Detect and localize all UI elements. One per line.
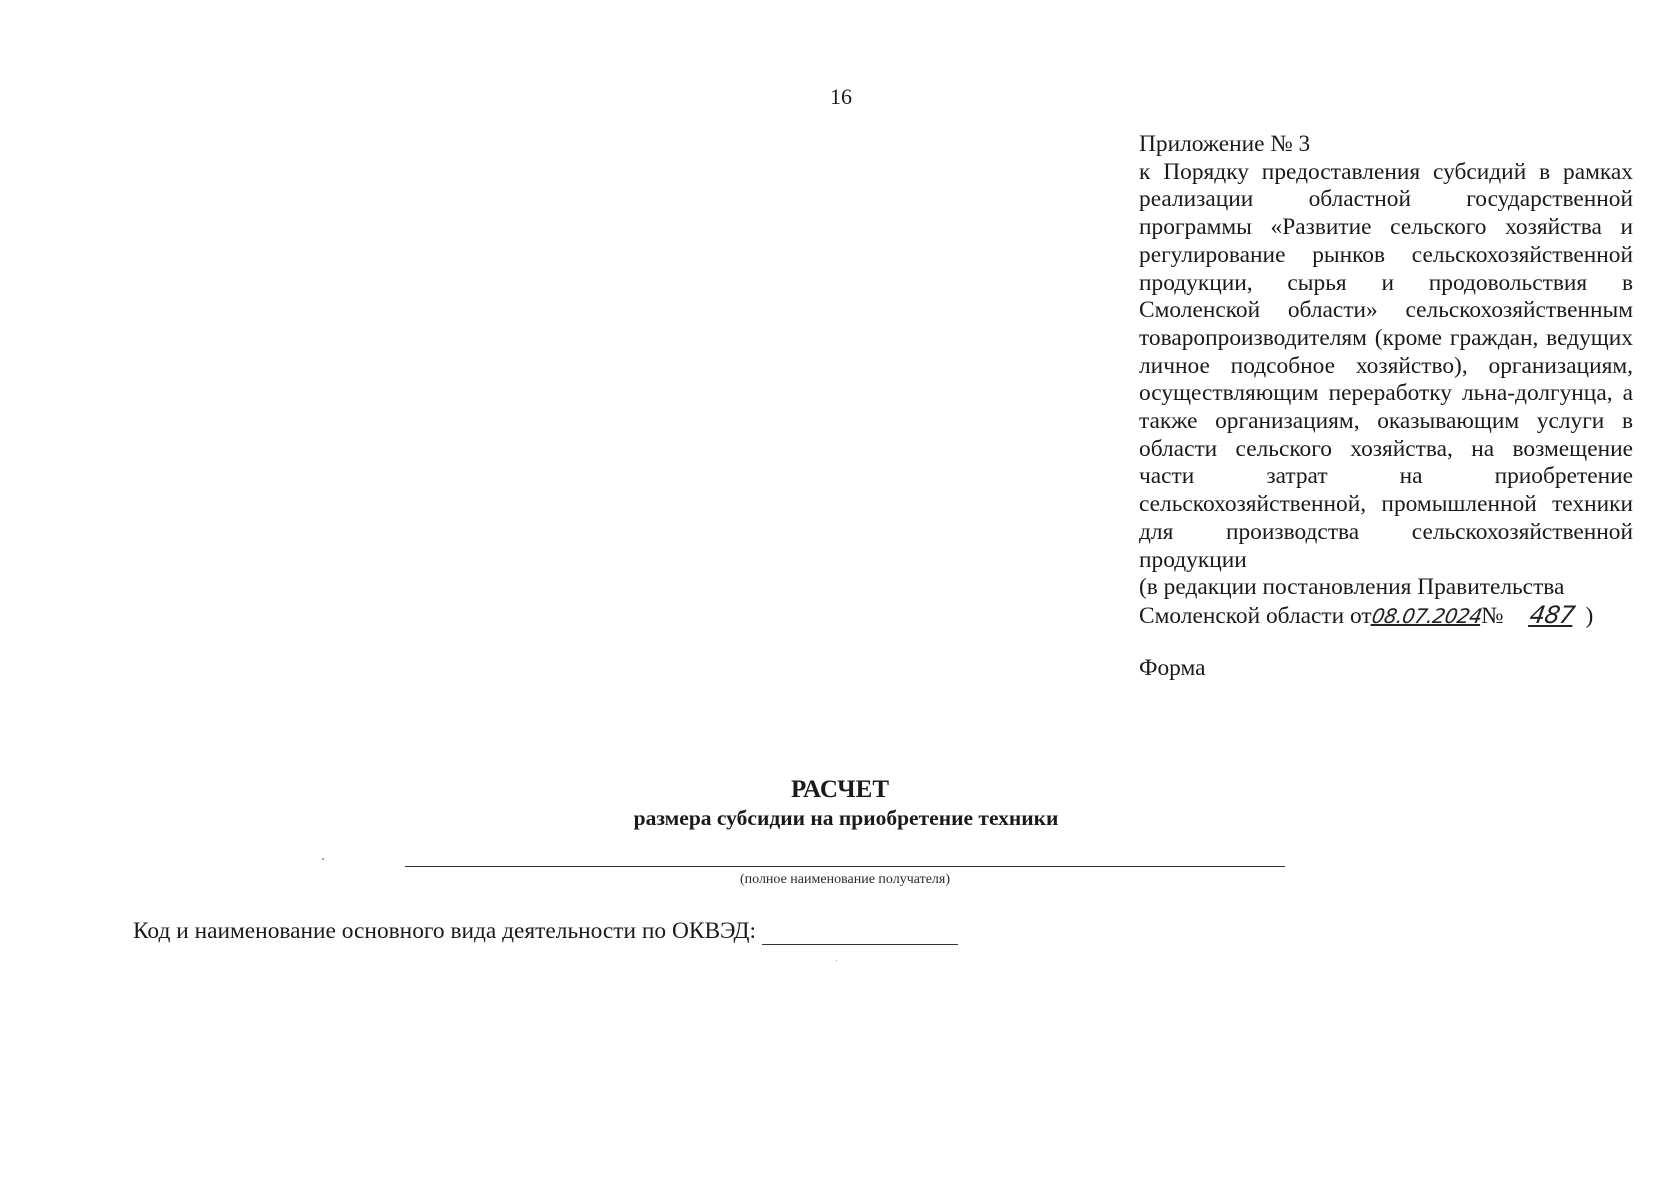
scan-speck <box>836 960 837 961</box>
amendment-number: 487 <box>1528 600 1578 629</box>
okved-label: Код и наименование основного вида деятельности по ОКВЭД: <box>133 918 756 944</box>
appendix-title: Приложение № 3 <box>1139 131 1311 157</box>
document-subtitle: размера субсидии на приобретение техники <box>633 806 1059 830</box>
amendment-prefix: Смоленской области от <box>1139 602 1372 629</box>
document-title: РАСЧЕТ <box>790 776 889 803</box>
recipient-name-line <box>405 866 1285 867</box>
okved-field <box>133 918 958 945</box>
form-label: Форма <box>1139 655 1206 681</box>
scan-speck <box>322 858 324 860</box>
amendment-number-label: № <box>1481 602 1504 629</box>
amendment-date: 08.07.2024 <box>1369 603 1484 628</box>
page-number: 16 <box>830 84 852 109</box>
amendment-line-1: (в редакции постановления Правительства <box>1139 574 1565 601</box>
appendix-block <box>1139 131 1633 631</box>
amendment-suffix: ) <box>1585 602 1594 629</box>
appendix-body: к Порядку предоставления субсидий в рамках реализации областной государственной программы «Развитие сельского хозяйства и регулирование рынков сельскохозяйственной продукции, сырья и продовольствия в Смоленской области» сельскохозяйственным товаропроизводителям (кроме граждан, ведущих личное подсобное хозяйство), организациям, осуществляющим переработку льна-долгунца, а также организациям, оказывающим услуги в области сельского хозяйства, на возмещение части затрат на приобретение сельскохозяйственной, промышленной техники для производства сельскохозяйственной продукции <box>1139 158 1633 573</box>
okved-blank-line <box>762 922 958 945</box>
amendment-line-2 <box>1139 602 1633 631</box>
recipient-caption: (полное наименование получателя) <box>739 872 951 887</box>
amendment-note <box>1139 574 1633 630</box>
